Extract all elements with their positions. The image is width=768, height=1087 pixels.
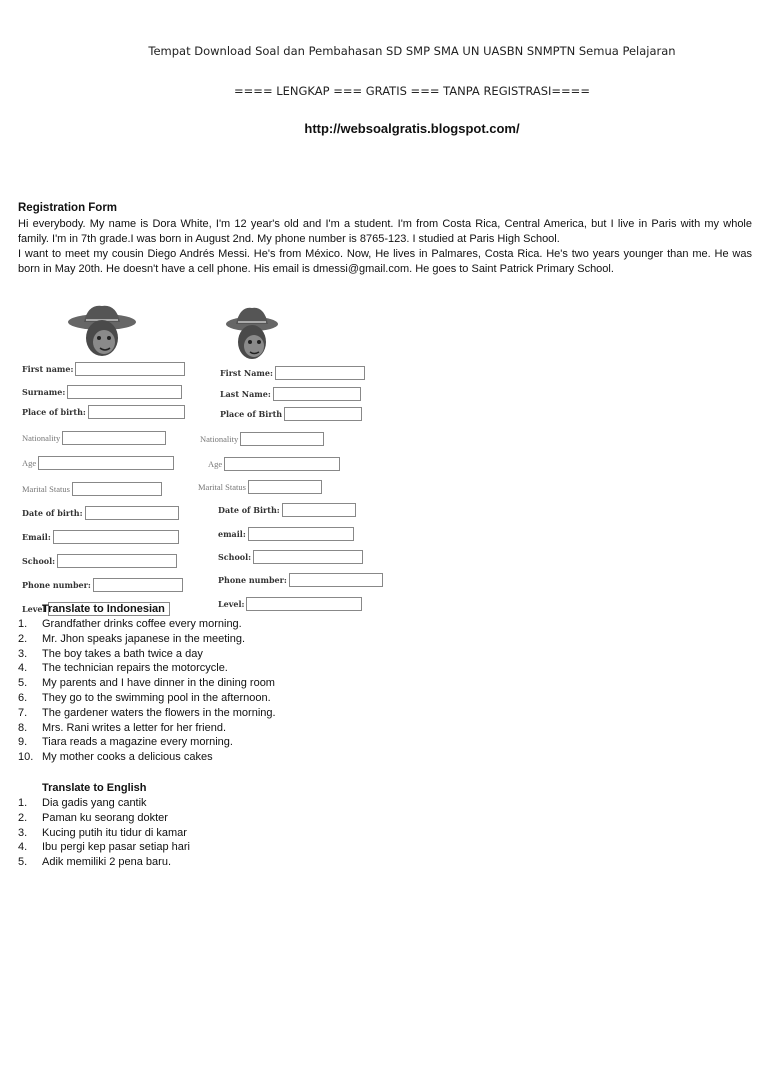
marital-status-field[interactable] — [248, 480, 322, 494]
school-field[interactable] — [253, 550, 363, 564]
field-label: Email: — [22, 532, 51, 542]
form-row — [218, 550, 363, 564]
email-field[interactable] — [248, 527, 354, 541]
list-item — [18, 826, 190, 841]
field-label: Marital Status — [22, 484, 70, 494]
item-number: 1. — [18, 618, 28, 630]
phone-number-field[interactable] — [289, 573, 383, 587]
form-row — [22, 456, 174, 470]
translate-indonesian-list — [18, 602, 276, 765]
item-number: 6. — [18, 691, 28, 704]
item-text: Grandfather drinks coffee every morning. — [42, 618, 242, 630]
form-row — [218, 503, 356, 517]
place-of-birth-field[interactable] — [284, 407, 362, 421]
field-label: Last Name: — [220, 389, 271, 399]
dora-cowboy-icon — [62, 300, 142, 360]
item-number: 9. — [18, 736, 28, 749]
paragraph-diego: I want to meet my cousin Diego Andrés Messi. He's from México. Now, He lives in Palmares, Costa Rica. He's two years younger than me. He was born in May 20th. He doesn't have a cell phone. His email is dmessi@gmail.com. He goes to Saint Patrick Primary School. — [18, 248, 752, 276]
list-item — [18, 796, 190, 811]
translate-english-heading: Translate to English — [42, 782, 147, 794]
item-number: 5. — [18, 856, 28, 869]
email-field[interactable] — [53, 530, 179, 544]
form-row — [22, 362, 185, 376]
field-label: Age — [22, 458, 37, 468]
list-item — [18, 617, 276, 632]
item-number: 7. — [18, 706, 28, 719]
header-url: http://websoalgratis.blogspot.com/ — [304, 121, 520, 136]
form-row — [22, 431, 166, 445]
form-row — [22, 405, 185, 419]
form-row — [220, 407, 362, 421]
translate-english-list — [18, 781, 190, 870]
list-item — [18, 691, 276, 706]
field-label: School: — [22, 556, 56, 566]
age-field[interactable] — [38, 456, 174, 470]
field-label: Level: — [218, 599, 245, 609]
field-label: Age — [208, 459, 223, 469]
translate-indonesian-heading: Translate to Indonesian — [42, 603, 165, 615]
date-of-birth-field[interactable] — [282, 503, 356, 517]
field-label: School: — [218, 552, 252, 562]
item-number: 10. — [18, 751, 34, 764]
phone-number-field[interactable] — [93, 578, 183, 592]
form-row — [218, 573, 383, 587]
item-text: The gardener waters the flowers in the morning. — [42, 706, 276, 719]
field-label: Surname: — [22, 387, 66, 397]
list-item — [18, 632, 276, 647]
field-label: Place of Birth — [220, 409, 283, 419]
registration-title: Registration Form — [18, 202, 118, 214]
surname-field[interactable] — [67, 385, 182, 399]
field-label: Date of Birth: — [218, 505, 280, 515]
nationality-field[interactable] — [240, 432, 324, 446]
item-number: 4. — [18, 662, 28, 675]
form-row — [22, 506, 179, 520]
item-number: 5. — [18, 677, 28, 690]
first-name-field[interactable] — [275, 366, 365, 380]
form-row — [22, 385, 182, 399]
item-number: 3. — [18, 826, 28, 839]
item-text: Paman ku seorang dokter — [42, 811, 168, 824]
item-text: The boy takes a bath twice a day — [42, 647, 203, 660]
item-text: Mr. Jhon speaks japanese in the meeting. — [42, 632, 246, 645]
header-line-1: Tempat Download Soal dan Pembahasan SD SMP SMA UN UASBN SNMPTN Semua Pelajaran — [148, 44, 676, 58]
form-row — [218, 527, 354, 541]
diego-cowboy-icon — [222, 302, 282, 364]
item-number: 2. — [18, 811, 28, 824]
item-number: 3. — [18, 647, 28, 660]
list-item — [18, 840, 190, 855]
item-number: 8. — [18, 721, 28, 734]
field-label: Level — [22, 604, 46, 614]
item-text: My parents and I have dinner in the dining room — [42, 677, 275, 690]
field-label: Nationality — [22, 433, 61, 443]
list-item — [18, 706, 276, 721]
form-row — [208, 457, 340, 471]
header-line-2: ==== LENGKAP === GRATIS === TANPA REGISTRASI==== — [234, 84, 590, 98]
item-text: Mrs. Rani writes a letter for her friend. — [42, 721, 227, 734]
item-number: 4. — [18, 841, 28, 854]
form-row — [200, 432, 324, 446]
form-row — [220, 387, 361, 401]
first-name-field[interactable] — [75, 362, 185, 376]
field-label: Phone number: — [22, 580, 91, 590]
item-text: Kucing putih itu tidur di kamar — [42, 826, 187, 839]
field-label: Marital Status — [198, 482, 246, 492]
age-field[interactable] — [224, 457, 340, 471]
item-text: Ibu pergi kep pasar setiap hari — [42, 841, 190, 854]
form-row — [220, 366, 365, 380]
date-of-birth-field[interactable] — [85, 506, 179, 520]
last-name-field[interactable] — [273, 387, 361, 401]
form-row — [22, 554, 177, 568]
list-item — [18, 661, 276, 676]
item-number: 2. — [18, 632, 28, 645]
item-text: My mother cooks a delicious cakes — [42, 751, 213, 764]
field-label: Date of birth: — [22, 508, 83, 518]
form-row — [198, 480, 322, 494]
form-row — [22, 530, 179, 544]
list-item — [18, 676, 276, 691]
field-label: Nationality — [200, 434, 239, 444]
list-item — [18, 855, 190, 870]
item-text: The technician repairs the motorcycle. — [42, 662, 228, 675]
field-label: First Name: — [220, 368, 273, 378]
item-text: They go to the swimming pool in the afternoon. — [42, 691, 271, 704]
list-item — [18, 647, 276, 662]
place-of-birth-field[interactable] — [88, 405, 185, 419]
school-field[interactable] — [57, 554, 177, 568]
field-label: Phone number: — [218, 575, 287, 585]
form-row — [22, 482, 162, 496]
field-label: email: — [218, 529, 246, 539]
field-label: Place of birth: — [22, 407, 86, 417]
item-text: Adik memiliki 2 pena baru. — [42, 856, 172, 869]
nationality-field[interactable] — [62, 431, 166, 445]
list-item — [18, 750, 276, 765]
item-number: 1. — [18, 797, 28, 809]
paragraph-dora: Hi everybody. My name is Dora White, I'm 12 year's old and I'm a student. I'm from Costa Rica, Central America, but I live in Paris with my whole family. I'm in 7th grade.I was born in August 2nd. My phone number is 8765-123. I studied at Paris High School. — [18, 218, 752, 246]
form-row — [22, 578, 183, 592]
list-item — [18, 735, 276, 750]
marital-status-field[interactable] — [72, 482, 162, 496]
field-label: First name: — [22, 364, 74, 374]
list-item — [18, 721, 276, 736]
item-text: Dia gadis yang cantik — [42, 797, 147, 809]
item-text: Tiara reads a magazine every morning. — [42, 736, 233, 749]
list-item — [18, 811, 190, 826]
